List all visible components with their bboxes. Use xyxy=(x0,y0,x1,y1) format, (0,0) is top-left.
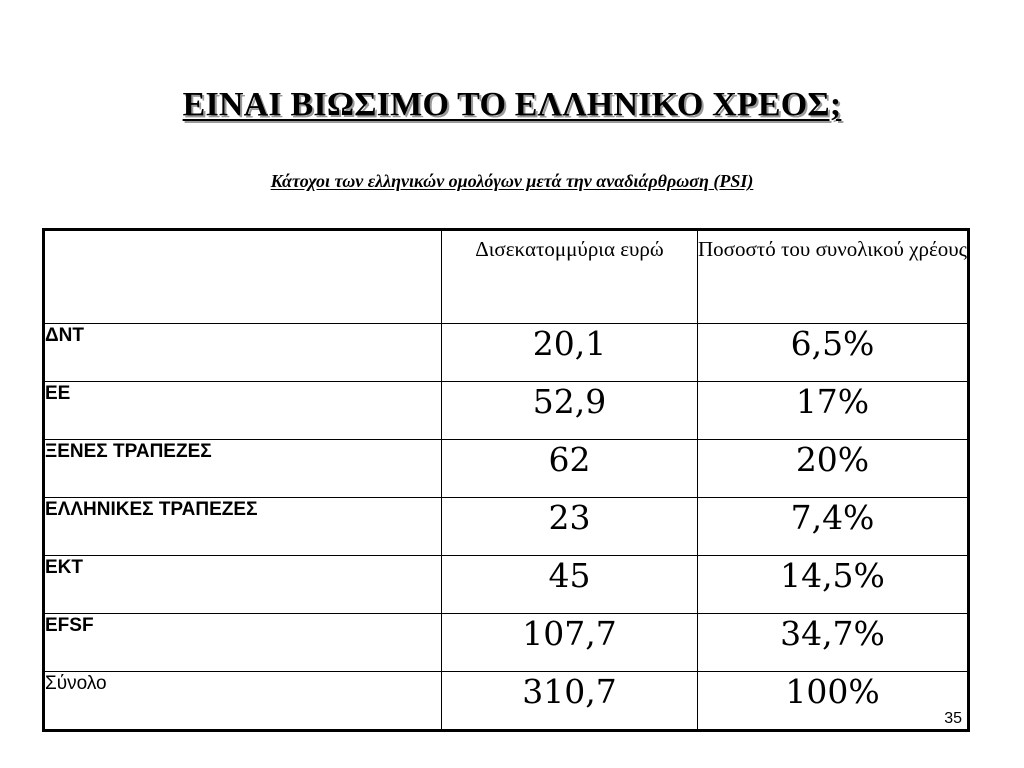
row-amount: 20,1 xyxy=(442,324,698,382)
slide-subtitle: Κάτοχοι των ελληνικών ομολόγων μετά την αναδιάρθρωση (PSI) xyxy=(270,171,754,191)
row-amount: 52,9 xyxy=(442,382,698,440)
row-label: ΞΕΝΕΣ ΤΡΑΠΕΖΕΣ xyxy=(44,440,442,498)
table-row xyxy=(44,556,969,614)
row-label: ΔΝΤ xyxy=(44,324,442,382)
row-label: Σύνολο xyxy=(44,672,442,731)
row-label: ΕΕ xyxy=(44,382,442,440)
row-amount: 62 xyxy=(442,440,698,498)
row-percent: 34,7% xyxy=(698,614,969,672)
row-amount: 107,7 xyxy=(442,614,698,672)
table-row xyxy=(44,498,969,556)
row-label: ΕΚΤ xyxy=(44,556,442,614)
row-percent: 17% xyxy=(698,382,969,440)
table-header-percent: Ποσοστό του συνολικού χρέους xyxy=(698,230,969,324)
row-percent: 100% xyxy=(698,672,969,731)
row-amount: 310,7 xyxy=(442,672,698,731)
table-header-empty xyxy=(44,230,442,324)
row-amount: 45 xyxy=(442,556,698,614)
table-row xyxy=(44,324,969,382)
table-row xyxy=(44,440,969,498)
row-percent: 6,5% xyxy=(698,324,969,382)
row-amount: 23 xyxy=(442,498,698,556)
debt-holders-table xyxy=(42,228,970,732)
row-percent: 20% xyxy=(698,440,969,498)
table-header-amount: Δισεκατομμύρια ευρώ xyxy=(442,230,698,324)
table-header-row xyxy=(44,230,969,324)
row-percent: 7,4% xyxy=(698,498,969,556)
table-row xyxy=(44,614,969,672)
row-label: EFSF xyxy=(44,614,442,672)
row-percent: 14,5% xyxy=(698,556,969,614)
row-label: ΕΛΛΗΝΙΚΕΣ ΤΡΑΠΕΖΕΣ xyxy=(44,498,442,556)
slide-title: ΕΙΝΑΙ ΒΙΩΣΙΜΟ ΤΟ ΕΛΛΗΝΙΚΟ ΧΡΕΟΣ; xyxy=(182,86,842,123)
table-row-total xyxy=(44,672,969,731)
page-number: 35 xyxy=(944,710,962,727)
table-row xyxy=(44,382,969,440)
